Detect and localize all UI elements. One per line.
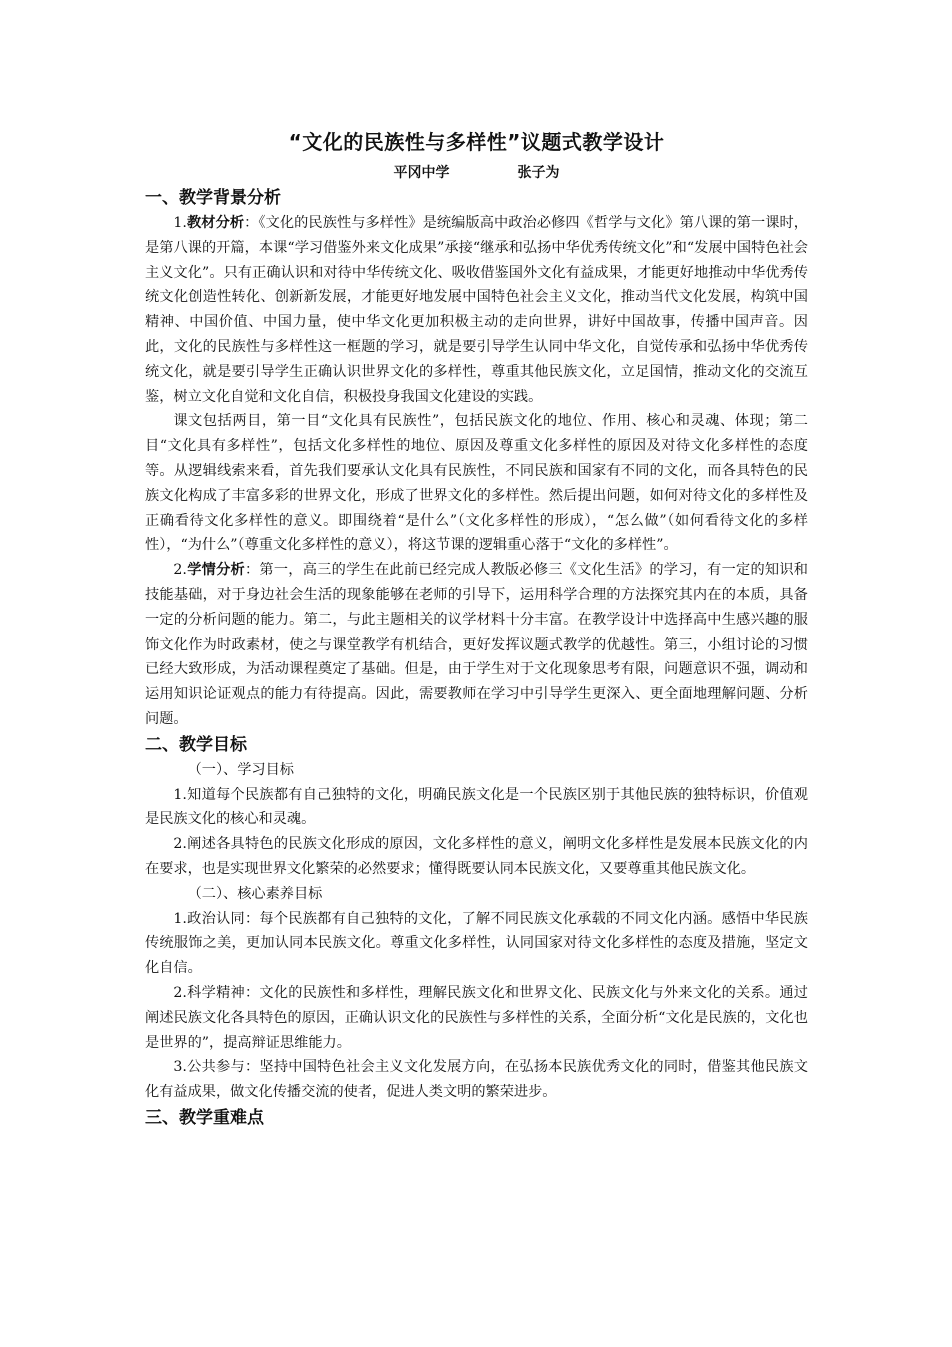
paragraph-text: ：《文化的民族性与多样性》是统编版高中政治必修四《哲学与文化》第八课的第一课时，是第八课的开篇，本课“学习借鉴外来文化成果”承接“继承和弘扬中华优秀传统文化”和“发展中国特色社会主义文化”。只有正确认识和对待中华传统文化、吸收借鉴国外文化有益成果，才能更好地推动中华优秀传统文化创造性转化、创新新发展，才能更好地发展中国特色社会主义文化，推动当代文化发展，构筑中国精神、中国价值、中国力量，使中华文化更加积极主动的走向世界，讲好中国故事，传播中国声音。因此，文化的民族性与多样性这一框题的学习，就是要引导学生认同中华文化，自觉传承和弘扬中华优秀传统文化，就是要引导学生正确认识世界文化的多样性，尊重其他民族文化，立足国情，推动文化的交流互鉴，树立文化自觉和文化自信，积极投身我国文化建设的实践。 xyxy=(145,215,808,405)
learning-goal-2: 2.阐述各具特色的民族文化形成的原因，文化多样性的意义，阐明文化多样性是发展本民族文化的内在要求，也是实现世界文化繁荣的必然要求；懂得既要认同本民族文化，又要尊重其他民族文化。 xyxy=(145,836,808,877)
subheading-learning-goals: （一）、学习目标 xyxy=(187,761,294,778)
author-line xyxy=(145,163,808,183)
document-title: “文化的民族性与多样性”议题式教学设计 xyxy=(288,130,665,154)
item-number: 1. xyxy=(173,215,187,231)
paragraph-student-analysis xyxy=(145,558,808,732)
paragraph-textbook-analysis xyxy=(145,211,808,409)
school-name: 平冈中学 xyxy=(393,165,450,181)
section-heading-background: 一、教学背景分析 xyxy=(145,188,281,208)
subheading-core-literacy: （二）、核心素养目标 xyxy=(187,885,323,902)
core-goal-political: 1.政治认同：每个民族都有自己独特的文化，了解不同民族文化承载的不同文化内涵。感悟中华民族传统服饰之美，更加认同本民族文化。尊重文化多样性，认同国家对待文化多样性的态度及措施，坚定文化自信。 xyxy=(145,910,808,977)
item-number: 2. xyxy=(173,562,187,579)
paragraph-course-structure: 课文包括两目，第一目“文化具有民族性”，包括民族文化的地位、作用、核心和灵魂、体现；第二目“文化具有多样性”，包括文化多样性的地位、原因及尊重文化多样性的原因及对待文化多样性的态度等。从逻辑线索来看，首先我们要承认文化具有民族性，不同民族和国家有不同的文化，而各具特色的民族文化构成了丰富多彩的世界文化，形成了世界文化的多样性。然后提出问题，如何对待文化的多样性及正确看待文化多样性的意义。即围绕着“是什么”（文化多样性的形成），“怎么做”（如何看待文化的多样性），“为什么”（尊重文化多样性的意义），将这节课的逻辑重心落于“文化的多样性”。 xyxy=(145,413,808,554)
core-goal-participation: 3.公共参与：坚持中国特色社会主义文化发展方向，在弘扬本民族优秀文化的同时，借鉴其他民族文化有益成果，做文化传播交流的使者，促进人类文明的繁荣进步。 xyxy=(145,1059,808,1101)
core-goal-science: 2.科学精神：文化的民族性和多样性，理解民族文化和世界文化、民族文化与外来文化的关系。通过阐述民族文化各具特色的原因，正确认识文化的民族性与多样性的关系，全面分析“文化是民族的，文化也是世界的”，提高辩证思维能力。 xyxy=(145,984,808,1051)
section-heading-key-points: 三、教学重难点 xyxy=(145,1107,264,1128)
lead-term: 学情分析 xyxy=(186,562,245,579)
section-heading-objectives: 二、教学目标 xyxy=(145,734,247,755)
paragraph-text: ：第一，高三的学生在此前已经完成人教版必修三《文化生活》的学习，有一定的知识和技能基础，对于身边社会生活的现象能够在老师的引导下，运用科学合理的方法探究其内在的本质，具备一定的分析问题的能力。第二，与此主题相关的议学材料十分丰富。在教学设计中选择高中生感兴趣的服饰文化作为时政素材，使之与课堂教学有机结合，更好发挥议题式教学的优越性。第三，小组讨论的习惯已经大致形成，为活动课程奠定了基础。但是，由于学生对于文化现象思考有限，问题意识不强，调动和运用知识论证观点的能力有待提高。因此，需要教师在学习中引导学生更深入、更全面地理解问题、分析问题。 xyxy=(145,562,808,727)
lead-term: 教材分析 xyxy=(186,215,245,231)
document-body xyxy=(145,127,808,1131)
author-name: 张子为 xyxy=(517,165,560,181)
learning-goal-1: 1.知道每个民族都有自己独特的文化，明确民族文化是一个民族区别于其他民族的独特标识，价值观是民族文化的核心和灵魂。 xyxy=(145,786,808,828)
